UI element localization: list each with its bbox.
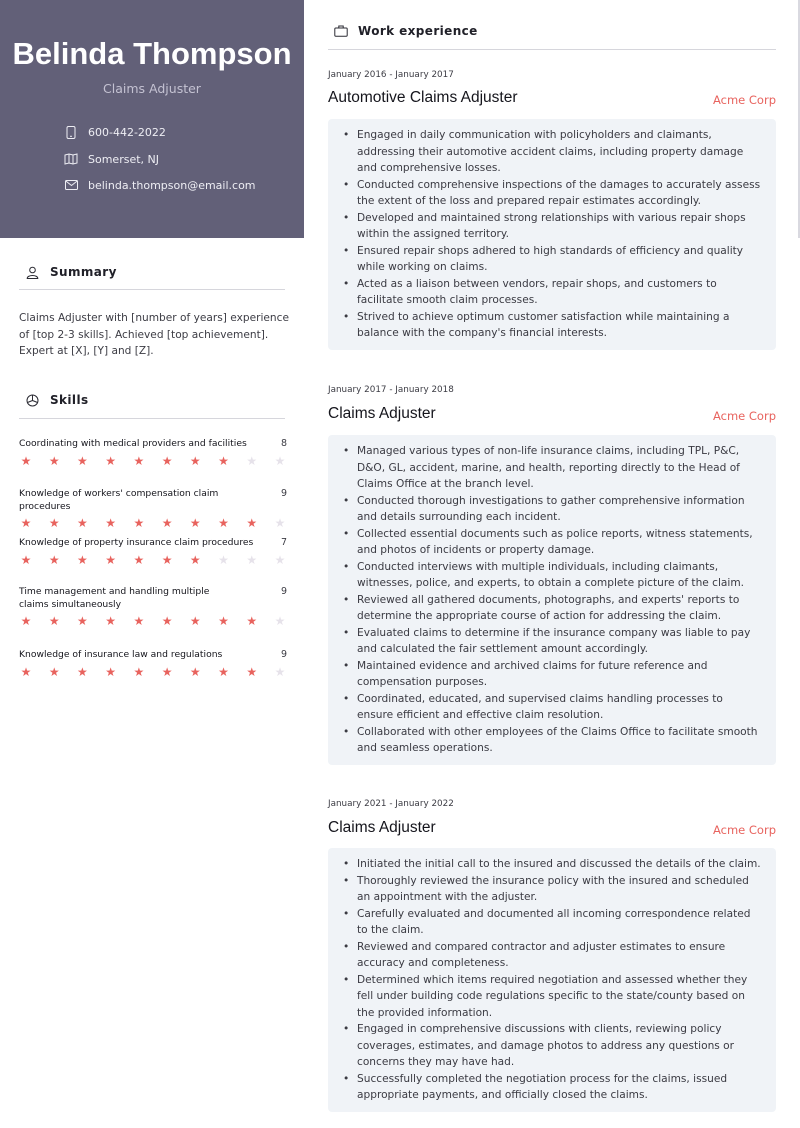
star-filled-icon: ★ xyxy=(20,552,32,567)
star-filled-icon: ★ xyxy=(77,453,88,468)
skills-heading-label: Skills xyxy=(50,393,89,407)
summary-heading-label: Summary xyxy=(50,265,117,279)
summary-heading xyxy=(26,265,117,279)
star-filled-icon: ★ xyxy=(161,664,173,679)
job-bullet: • Thoroughly reviewed the insurance policy with the insured and scheduled an appointment with the adjuster. xyxy=(357,873,762,906)
job-title: Automotive Claims Adjuster xyxy=(328,89,518,106)
phone-icon xyxy=(64,125,78,139)
star-filled-icon: ★ xyxy=(189,516,201,530)
profile-header xyxy=(0,0,304,238)
job-bullet: • Strived to achieve optimum customer satisfaction while maintaining a balance with the company's financial interests. xyxy=(357,309,762,342)
skill-item xyxy=(19,537,287,566)
star-filled-icon: ★ xyxy=(105,614,117,628)
job-bullet: • Initiated the initial call to the insured and discussed the details of the claim. xyxy=(357,856,762,873)
briefcase-icon xyxy=(334,24,348,38)
job-dates: January 2017 - January 2018 xyxy=(328,385,454,395)
skill-stars xyxy=(19,666,287,678)
contact-phone[interactable] xyxy=(64,124,166,140)
star-filled-icon: ★ xyxy=(246,516,258,530)
star-filled-icon: ★ xyxy=(246,614,258,628)
star-filled-icon: ★ xyxy=(133,614,145,628)
skill-value: 8 xyxy=(280,438,287,449)
star-filled-icon: ★ xyxy=(133,552,145,567)
contact-location xyxy=(64,151,159,167)
star-empty-icon: ★ xyxy=(274,552,286,567)
skills-heading xyxy=(26,393,89,407)
star-filled-icon: ★ xyxy=(133,453,145,468)
star-filled-icon: ★ xyxy=(48,453,60,468)
star-filled-icon: ★ xyxy=(161,552,173,567)
star-filled-icon: ★ xyxy=(218,453,229,468)
star-filled-icon: ★ xyxy=(218,614,229,628)
skill-value: 9 xyxy=(280,488,287,499)
job-bullet: • Conducted interviews with multiple individuals, including claimants, witnesses, police, and experts, to obtain a complete picture of the claim. xyxy=(357,559,762,592)
experience-heading xyxy=(334,24,478,38)
user-icon xyxy=(26,265,40,279)
star-filled-icon: ★ xyxy=(77,552,88,567)
job-bullet: • Reviewed all gathered documents, photographs, and experts' reports to determine the appropriate course of action for addressing the claim. xyxy=(357,592,762,625)
star-filled-icon: ★ xyxy=(105,516,117,530)
job-bullet: • Engaged in daily communication with policyholders and claimants, addressing their automotive accident claims, including property damage and comprehensive losses. xyxy=(357,127,762,177)
skill-value: 7 xyxy=(280,537,287,548)
star-filled-icon: ★ xyxy=(20,664,32,679)
star-filled-icon: ★ xyxy=(161,614,173,628)
star-filled-icon: ★ xyxy=(105,664,117,679)
job-bullet: • Managed various types of non-life insurance claims, including TPL, P&C, D&O, GL, accident, marine, and health, reporting directly to the Head of Claims Office at the branch level. xyxy=(357,443,762,493)
location-text: Somerset, NJ xyxy=(88,152,159,166)
star-filled-icon: ★ xyxy=(246,664,258,679)
job-bullet: • Reviewed and compared contractor and adjuster estimates to ensure accuracy and completeness. xyxy=(357,939,762,972)
job-bullet: • Ensured repair shops adhered to high standards of efficiency and quality while working on claims. xyxy=(357,243,762,276)
envelope-icon xyxy=(64,178,78,192)
skill-item xyxy=(19,488,287,529)
skill-stars xyxy=(19,455,287,467)
job-title: Claims Adjuster xyxy=(328,405,436,422)
star-empty-icon: ★ xyxy=(274,664,286,679)
star-empty-icon: ★ xyxy=(274,516,286,530)
star-filled-icon: ★ xyxy=(218,664,229,679)
job-title: Claims Adjuster xyxy=(328,819,436,836)
experience-divider xyxy=(328,49,776,50)
summary-divider xyxy=(19,289,285,290)
star-filled-icon: ★ xyxy=(189,453,201,468)
star-filled-icon: ★ xyxy=(77,614,88,628)
skill-name: Coordinating with medical providers and facilities xyxy=(19,438,247,449)
job-bullet: • Carefully evaluated and documented all incoming correspondence related to the claim. xyxy=(357,906,762,939)
candidate-name: Belinda Thompson xyxy=(12,36,292,71)
skill-stars xyxy=(19,554,287,566)
job-bullet: • Conducted comprehensive inspections of the damages to accurately assess the extent of the loss and prepared repair estimates accordingly. xyxy=(357,177,762,210)
skill-item xyxy=(19,586,287,627)
skill-item xyxy=(19,438,287,467)
skill-value: 9 xyxy=(280,649,287,660)
job-description xyxy=(328,848,776,1112)
star-filled-icon: ★ xyxy=(48,664,60,679)
job-bullet: • Acted as a liaison between vendors, repair shops, and customers to facilitate smooth claim processes. xyxy=(357,276,762,309)
star-filled-icon: ★ xyxy=(161,516,173,530)
star-filled-icon: ★ xyxy=(105,453,117,468)
job-bullet: • Coordinated, educated, and supervised claims handling processes to ensure efficient and effective claim resolution. xyxy=(357,691,762,724)
job-bullet: • Successfully completed the negotiation process for the claims, issued appropriate payments, and officially closed the claims. xyxy=(357,1071,762,1104)
summary-text: Claims Adjuster with [number of years] experience of [top 2-3 skills]. Achieved [top achievement]. Expert at [X], [Y] and [Z]. xyxy=(19,312,289,357)
star-empty-icon: ★ xyxy=(274,453,286,468)
pie-chart-icon xyxy=(26,393,40,407)
phone-text: 600-442-2022 xyxy=(88,125,166,139)
job-company: Acme Corp xyxy=(712,93,776,107)
candidate-title: Claims Adjuster xyxy=(103,81,201,96)
skill-name: Knowledge of workers' compensation claim procedures xyxy=(19,488,219,512)
job-dates: January 2021 - January 2022 xyxy=(328,799,454,809)
job-bullet: • Engaged in comprehensive discussions with clients, reviewing policy coverages, estimates, and damage photos to address any questions or concerns they may have had. xyxy=(357,1021,762,1071)
skills-divider xyxy=(19,418,285,419)
job-bullet: • Determined which items required negotiation and assessed whether they fell under building code regulations specific to the state/county based on the provided information. xyxy=(357,972,762,1022)
skill-item xyxy=(19,649,287,678)
job-bullet: • Maintained evidence and archived claims for future reference and compensation purposes. xyxy=(357,658,762,691)
skill-name: Time management and handling multiple claims simultaneously xyxy=(19,586,210,610)
star-filled-icon: ★ xyxy=(77,664,88,679)
contact-email[interactable] xyxy=(64,177,256,193)
star-filled-icon: ★ xyxy=(189,552,201,567)
star-filled-icon: ★ xyxy=(189,664,201,679)
job-bullet: • Collected essential documents such as police reports, witness statements, and photos of incidents or property damage. xyxy=(357,526,762,559)
star-filled-icon: ★ xyxy=(189,614,201,628)
star-filled-icon: ★ xyxy=(105,552,117,567)
star-filled-icon: ★ xyxy=(48,552,60,567)
job-bullet: • Collaborated with other employees of the Claims Office to facilitate smooth and seamless operations. xyxy=(357,724,762,757)
job-bullet: • Evaluated claims to determine if the insurance company was liable to pay and calculated the fair settlement amount accordingly. xyxy=(357,625,762,658)
star-filled-icon: ★ xyxy=(20,453,32,468)
star-empty-icon: ★ xyxy=(274,614,286,628)
star-empty-icon: ★ xyxy=(218,552,229,567)
map-icon xyxy=(64,152,78,166)
skill-stars xyxy=(19,615,287,627)
skill-name: Knowledge of insurance law and regulations xyxy=(19,649,223,660)
job-company: Acme Corp xyxy=(712,409,776,423)
experience-heading-label: Work experience xyxy=(358,24,478,38)
star-filled-icon: ★ xyxy=(48,614,60,628)
star-empty-icon: ★ xyxy=(246,552,258,567)
star-filled-icon: ★ xyxy=(77,516,88,530)
job-bullet: • Developed and maintained strong relationships with various repair shops within the assigned territory. xyxy=(357,210,762,243)
star-filled-icon: ★ xyxy=(161,453,173,468)
star-filled-icon: ★ xyxy=(133,664,145,679)
star-filled-icon: ★ xyxy=(20,614,32,628)
star-empty-icon: ★ xyxy=(246,453,258,468)
star-filled-icon: ★ xyxy=(20,516,32,530)
star-filled-icon: ★ xyxy=(218,516,229,530)
star-filled-icon: ★ xyxy=(48,516,60,530)
skill-stars xyxy=(19,517,287,529)
job-description xyxy=(328,435,776,765)
email-text: belinda.thompson@email.com xyxy=(88,178,256,192)
job-company: Acme Corp xyxy=(712,823,776,837)
job-dates: January 2016 - January 2017 xyxy=(328,70,454,80)
job-bullet: • Conducted thorough investigations to gather comprehensive information and details surrounding each incident. xyxy=(357,493,762,526)
job-description xyxy=(328,119,776,350)
star-filled-icon: ★ xyxy=(133,516,145,530)
skill-name: Knowledge of property insurance claim procedures xyxy=(19,537,254,548)
skill-value: 9 xyxy=(280,586,287,597)
